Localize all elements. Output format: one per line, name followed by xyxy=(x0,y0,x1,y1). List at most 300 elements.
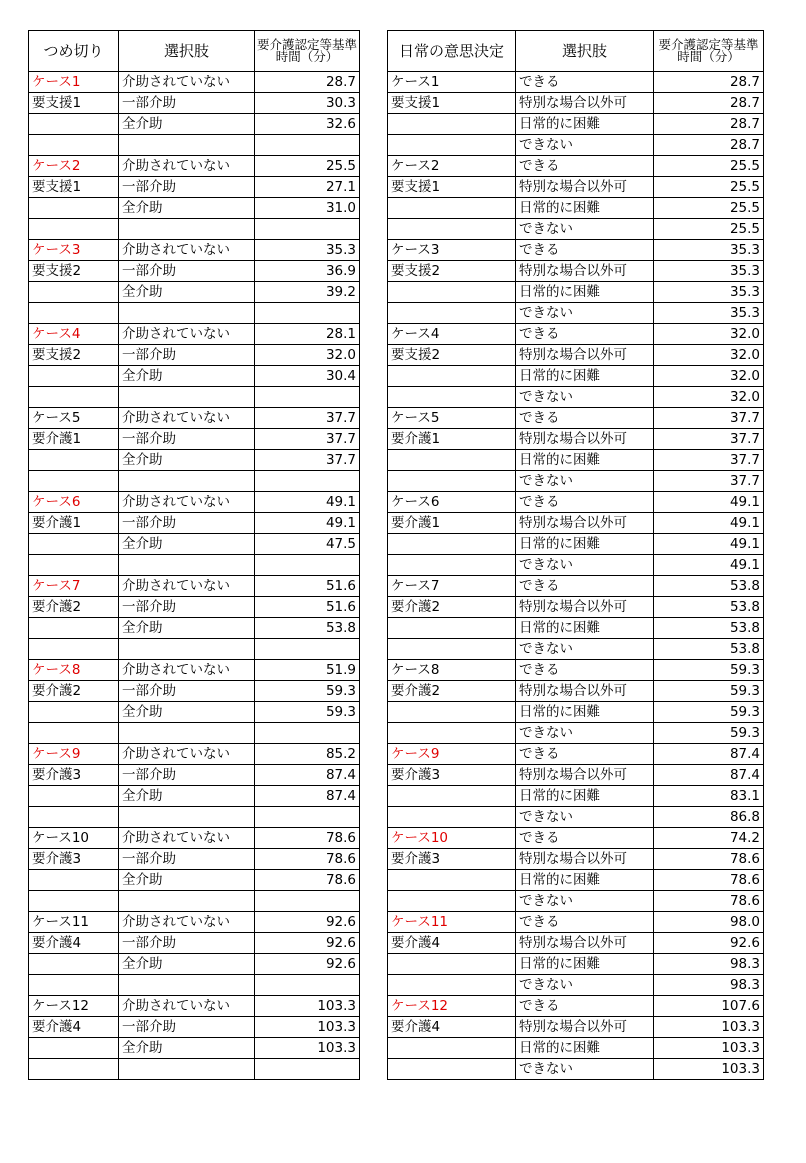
left-time-value: 103.3 xyxy=(255,1038,360,1059)
right-case-empty xyxy=(388,198,516,219)
gap-cell xyxy=(360,849,388,870)
right-case-name: ケース8 xyxy=(388,660,516,681)
gap-cell xyxy=(360,324,388,345)
gap-cell xyxy=(360,366,388,387)
right-case-empty xyxy=(388,282,516,303)
table-row xyxy=(29,849,764,870)
left-time-value: 92.6 xyxy=(255,912,360,933)
left-time-value: 32.0 xyxy=(255,345,360,366)
left-case-level: 要介護2 xyxy=(29,681,119,702)
left-case-name: ケース10 xyxy=(29,828,119,849)
left-time-value xyxy=(255,1059,360,1080)
right-time-value: 103.3 xyxy=(654,1017,764,1038)
table-row xyxy=(29,303,764,324)
left-time-value: 92.6 xyxy=(255,954,360,975)
left-option: 一部介助 xyxy=(119,597,255,618)
table-row xyxy=(29,765,764,786)
right-option: できない xyxy=(516,387,654,408)
right-time-value: 32.0 xyxy=(654,345,764,366)
left-option: 全介助 xyxy=(119,534,255,555)
table-row xyxy=(29,387,764,408)
gap-cell xyxy=(360,1038,388,1059)
gap-column xyxy=(360,31,388,72)
table-row xyxy=(29,660,764,681)
left-option: 一部介助 xyxy=(119,513,255,534)
right-case-empty xyxy=(388,471,516,492)
gap-cell xyxy=(360,345,388,366)
left-time-value: 37.7 xyxy=(255,450,360,471)
left-option: 介助されていない xyxy=(119,828,255,849)
left-time-value xyxy=(255,723,360,744)
left-option xyxy=(119,387,255,408)
right-option: できない xyxy=(516,807,654,828)
table-row xyxy=(29,891,764,912)
gap-cell xyxy=(360,975,388,996)
right-option: できない xyxy=(516,303,654,324)
table-row xyxy=(29,702,764,723)
left-option: 全介助 xyxy=(119,114,255,135)
left-time-value: 103.3 xyxy=(255,1017,360,1038)
left-option: 一部介助 xyxy=(119,93,255,114)
left-option: 介助されていない xyxy=(119,408,255,429)
left-time-value: 37.7 xyxy=(255,429,360,450)
right-case-empty xyxy=(388,135,516,156)
table-row xyxy=(29,723,764,744)
left-option: 介助されていない xyxy=(119,492,255,513)
right-time-value: 98.3 xyxy=(654,954,764,975)
right-time-value: 87.4 xyxy=(654,744,764,765)
left-time-value: 87.4 xyxy=(255,786,360,807)
gap-cell xyxy=(360,807,388,828)
right-case-empty xyxy=(388,534,516,555)
right-time-value: 59.3 xyxy=(654,660,764,681)
gap-cell xyxy=(360,114,388,135)
right-option: 日常的に困難 xyxy=(516,366,654,387)
right-time-value: 86.8 xyxy=(654,807,764,828)
right-time-value: 78.6 xyxy=(654,849,764,870)
right-option: 特別な場合以外可 xyxy=(516,933,654,954)
right-option: できる xyxy=(516,660,654,681)
right-time-value: 28.7 xyxy=(654,72,764,93)
left-case-empty xyxy=(29,807,119,828)
left-case-empty xyxy=(29,954,119,975)
gap-cell xyxy=(360,135,388,156)
right-time-value: 32.0 xyxy=(654,387,764,408)
table-row xyxy=(29,219,764,240)
left-case-name: ケース12 xyxy=(29,996,119,1017)
right-case-empty xyxy=(388,555,516,576)
right-case-level: 要支援1 xyxy=(388,93,516,114)
gap-cell xyxy=(360,723,388,744)
right-option: 日常的に困難 xyxy=(516,702,654,723)
right-case-name: ケース1 xyxy=(388,72,516,93)
right-case-name: ケース12 xyxy=(388,996,516,1017)
left-option: 全介助 xyxy=(119,366,255,387)
left-case-empty xyxy=(29,387,119,408)
table-row xyxy=(29,555,764,576)
right-option: できない xyxy=(516,975,654,996)
left-case-level: 要介護3 xyxy=(29,765,119,786)
table-row xyxy=(29,807,764,828)
gap-cell xyxy=(360,450,388,471)
left-case-empty xyxy=(29,219,119,240)
right-case-empty xyxy=(388,702,516,723)
right-option: できない xyxy=(516,1059,654,1080)
right-time-value: 103.3 xyxy=(654,1038,764,1059)
right-option: できない xyxy=(516,891,654,912)
gap-cell xyxy=(360,891,388,912)
right-option: 特別な場合以外可 xyxy=(516,513,654,534)
left-case-level: 要介護4 xyxy=(29,1017,119,1038)
gap-cell xyxy=(360,639,388,660)
left-case-empty xyxy=(29,723,119,744)
left-case-level: 要介護1 xyxy=(29,429,119,450)
table-row xyxy=(29,324,764,345)
right-case-empty xyxy=(388,954,516,975)
right-option: 特別な場合以外可 xyxy=(516,1017,654,1038)
right-case-empty xyxy=(388,387,516,408)
gap-cell xyxy=(360,156,388,177)
left-time-value: 39.2 xyxy=(255,282,360,303)
table-row xyxy=(29,408,764,429)
right-case-empty xyxy=(388,450,516,471)
right-option: 日常的に困難 xyxy=(516,870,654,891)
right-time-value: 25.5 xyxy=(654,219,764,240)
gap-cell xyxy=(360,1059,388,1080)
right-time-value: 35.3 xyxy=(654,261,764,282)
right-case-empty xyxy=(388,114,516,135)
left-case-name: ケース6 xyxy=(29,492,119,513)
right-option: できない xyxy=(516,471,654,492)
left-option: 一部介助 xyxy=(119,849,255,870)
left-case-level: 要支援1 xyxy=(29,177,119,198)
table-row xyxy=(29,744,764,765)
gap-cell xyxy=(360,555,388,576)
right-time-value: 98.0 xyxy=(654,912,764,933)
right-case-level: 要介護1 xyxy=(388,513,516,534)
left-option: 一部介助 xyxy=(119,933,255,954)
right-case-level: 要介護4 xyxy=(388,1017,516,1038)
right-option: 特別な場合以外可 xyxy=(516,93,654,114)
gap-cell xyxy=(360,303,388,324)
right-case-empty xyxy=(388,1038,516,1059)
gap-cell xyxy=(360,261,388,282)
right-case-name: ケース7 xyxy=(388,576,516,597)
left-option: 一部介助 xyxy=(119,681,255,702)
left-time-value xyxy=(255,639,360,660)
right-time-value: 59.3 xyxy=(654,702,764,723)
right-case-name: ケース2 xyxy=(388,156,516,177)
left-time-value: 78.6 xyxy=(255,849,360,870)
right-case-empty xyxy=(388,975,516,996)
header-nail-cutting: つめ切り xyxy=(29,31,119,72)
left-option xyxy=(119,219,255,240)
right-case-level: 要支援1 xyxy=(388,177,516,198)
left-time-value: 49.1 xyxy=(255,492,360,513)
left-time-value: 59.3 xyxy=(255,702,360,723)
table-row xyxy=(29,576,764,597)
left-option xyxy=(119,135,255,156)
right-time-value: 87.4 xyxy=(654,765,764,786)
left-case-name: ケース3 xyxy=(29,240,119,261)
gap-cell xyxy=(360,996,388,1017)
left-case-empty xyxy=(29,618,119,639)
left-time-value: 27.1 xyxy=(255,177,360,198)
table-row xyxy=(29,618,764,639)
right-time-value: 25.5 xyxy=(654,156,764,177)
header-row xyxy=(29,31,764,72)
right-option: できる xyxy=(516,156,654,177)
header-left-time: 要介護認定等基準時間（分） xyxy=(255,31,360,72)
left-option xyxy=(119,723,255,744)
right-time-value: 32.0 xyxy=(654,366,764,387)
right-option: 日常的に困難 xyxy=(516,954,654,975)
right-time-value: 49.1 xyxy=(654,534,764,555)
table-row xyxy=(29,828,764,849)
right-time-value: 83.1 xyxy=(654,786,764,807)
left-option xyxy=(119,1059,255,1080)
left-case-name: ケース11 xyxy=(29,912,119,933)
table-row xyxy=(29,975,764,996)
table-row xyxy=(29,135,764,156)
right-time-value: 49.1 xyxy=(654,555,764,576)
left-case-empty xyxy=(29,303,119,324)
right-option: できない xyxy=(516,219,654,240)
right-option: 日常的に困難 xyxy=(516,618,654,639)
table-row xyxy=(29,933,764,954)
left-time-value: 32.6 xyxy=(255,114,360,135)
right-case-empty xyxy=(388,807,516,828)
right-option: できる xyxy=(516,996,654,1017)
left-case-level: 要介護1 xyxy=(29,513,119,534)
left-option xyxy=(119,639,255,660)
left-case-empty xyxy=(29,891,119,912)
left-case-name: ケース2 xyxy=(29,156,119,177)
table-row xyxy=(29,1038,764,1059)
right-time-value: 37.7 xyxy=(654,471,764,492)
right-case-empty xyxy=(388,1059,516,1080)
left-time-value xyxy=(255,387,360,408)
left-time-value: 30.4 xyxy=(255,366,360,387)
table-row xyxy=(29,534,764,555)
right-option: 特別な場合以外可 xyxy=(516,177,654,198)
left-time-value: 28.1 xyxy=(255,324,360,345)
right-case-empty xyxy=(388,786,516,807)
right-case-name: ケース5 xyxy=(388,408,516,429)
table-row xyxy=(29,282,764,303)
right-time-value: 37.7 xyxy=(654,450,764,471)
right-option: できる xyxy=(516,408,654,429)
right-time-value: 78.6 xyxy=(654,870,764,891)
gap-cell xyxy=(360,240,388,261)
gap-cell xyxy=(360,765,388,786)
left-time-value: 35.3 xyxy=(255,240,360,261)
gap-cell xyxy=(360,912,388,933)
left-option: 介助されていない xyxy=(119,72,255,93)
left-option: 全介助 xyxy=(119,1038,255,1059)
left-case-level: 要支援2 xyxy=(29,345,119,366)
gap-cell xyxy=(360,471,388,492)
right-option: できる xyxy=(516,744,654,765)
right-time-value: 37.7 xyxy=(654,429,764,450)
right-option: できる xyxy=(516,912,654,933)
right-option: できる xyxy=(516,240,654,261)
right-case-name: ケース10 xyxy=(388,828,516,849)
left-case-name: ケース7 xyxy=(29,576,119,597)
right-option: 特別な場合以外可 xyxy=(516,261,654,282)
right-case-name: ケース11 xyxy=(388,912,516,933)
right-option: 日常的に困難 xyxy=(516,534,654,555)
table-row xyxy=(29,513,764,534)
right-time-value: 28.7 xyxy=(654,114,764,135)
right-case-empty xyxy=(388,219,516,240)
left-case-level: 要介護2 xyxy=(29,597,119,618)
right-case-name: ケース4 xyxy=(388,324,516,345)
gap-cell xyxy=(360,597,388,618)
right-option: 特別な場合以外可 xyxy=(516,765,654,786)
table-row xyxy=(29,261,764,282)
left-option: 一部介助 xyxy=(119,345,255,366)
right-time-value: 35.3 xyxy=(654,282,764,303)
right-option: 日常的に困難 xyxy=(516,786,654,807)
left-time-value: 37.7 xyxy=(255,408,360,429)
left-case-empty xyxy=(29,1059,119,1080)
table-row xyxy=(29,72,764,93)
left-time-value: 28.7 xyxy=(255,72,360,93)
table-row xyxy=(29,93,764,114)
left-case-empty xyxy=(29,282,119,303)
right-case-name: ケース6 xyxy=(388,492,516,513)
left-time-value xyxy=(255,891,360,912)
gap-cell xyxy=(360,954,388,975)
table-row xyxy=(29,492,764,513)
left-option: 全介助 xyxy=(119,702,255,723)
left-option: 全介助 xyxy=(119,618,255,639)
right-time-value: 53.8 xyxy=(654,597,764,618)
right-case-level: 要介護3 xyxy=(388,849,516,870)
left-option: 一部介助 xyxy=(119,1017,255,1038)
right-option: できない xyxy=(516,555,654,576)
right-time-value: 107.6 xyxy=(654,996,764,1017)
gap-cell xyxy=(360,177,388,198)
right-time-value: 92.6 xyxy=(654,933,764,954)
left-time-value xyxy=(255,471,360,492)
right-option: できる xyxy=(516,72,654,93)
gap-cell xyxy=(360,618,388,639)
right-time-value: 53.8 xyxy=(654,618,764,639)
right-case-level: 要介護1 xyxy=(388,429,516,450)
left-time-value: 51.6 xyxy=(255,597,360,618)
gap-cell xyxy=(360,72,388,93)
left-case-level: 要介護4 xyxy=(29,933,119,954)
left-option: 一部介助 xyxy=(119,765,255,786)
right-case-level: 要介護4 xyxy=(388,933,516,954)
table-row xyxy=(29,1017,764,1038)
left-case-empty xyxy=(29,450,119,471)
left-time-value: 103.3 xyxy=(255,996,360,1017)
table-row xyxy=(29,114,764,135)
gap-cell xyxy=(360,534,388,555)
left-case-empty xyxy=(29,1038,119,1059)
right-case-name: ケース9 xyxy=(388,744,516,765)
left-case-empty xyxy=(29,366,119,387)
right-time-value: 49.1 xyxy=(654,492,764,513)
gap-cell xyxy=(360,93,388,114)
right-case-empty xyxy=(388,618,516,639)
table-row xyxy=(29,450,764,471)
right-option: できない xyxy=(516,639,654,660)
left-case-empty xyxy=(29,114,119,135)
table-row xyxy=(29,198,764,219)
left-option: 一部介助 xyxy=(119,177,255,198)
left-time-value xyxy=(255,135,360,156)
gap-cell xyxy=(360,786,388,807)
right-time-value: 53.8 xyxy=(654,639,764,660)
right-option: できる xyxy=(516,324,654,345)
right-option: 特別な場合以外可 xyxy=(516,849,654,870)
gap-cell xyxy=(360,1017,388,1038)
left-time-value: 85.2 xyxy=(255,744,360,765)
left-option: 介助されていない xyxy=(119,324,255,345)
left-case-name: ケース9 xyxy=(29,744,119,765)
left-time-value: 78.6 xyxy=(255,828,360,849)
left-case-empty xyxy=(29,198,119,219)
table-row xyxy=(29,471,764,492)
right-time-value: 25.5 xyxy=(654,198,764,219)
left-option: 介助されていない xyxy=(119,576,255,597)
right-case-empty xyxy=(388,891,516,912)
right-time-value: 103.3 xyxy=(654,1059,764,1080)
header-daily-decision: 日常の意思決定 xyxy=(388,31,516,72)
right-case-level: 要介護3 xyxy=(388,765,516,786)
left-case-empty xyxy=(29,702,119,723)
right-option: できない xyxy=(516,135,654,156)
right-case-level: 要介護2 xyxy=(388,597,516,618)
gap-cell xyxy=(360,681,388,702)
gap-cell xyxy=(360,744,388,765)
header-left-options: 選択肢 xyxy=(119,31,255,72)
left-option xyxy=(119,891,255,912)
left-case-empty xyxy=(29,555,119,576)
table-row xyxy=(29,429,764,450)
left-option: 全介助 xyxy=(119,870,255,891)
right-time-value: 28.7 xyxy=(654,135,764,156)
table-row xyxy=(29,954,764,975)
right-option: できる xyxy=(516,576,654,597)
left-time-value: 31.0 xyxy=(255,198,360,219)
right-time-value: 35.3 xyxy=(654,303,764,324)
left-option xyxy=(119,303,255,324)
left-option xyxy=(119,975,255,996)
right-case-level: 要介護2 xyxy=(388,681,516,702)
right-option: 特別な場合以外可 xyxy=(516,345,654,366)
table-row xyxy=(29,240,764,261)
header-right-time: 要介護認定等基準時間（分） xyxy=(654,31,764,72)
left-option: 全介助 xyxy=(119,450,255,471)
gap-cell xyxy=(360,408,388,429)
left-option: 介助されていない xyxy=(119,660,255,681)
left-time-value: 87.4 xyxy=(255,765,360,786)
right-option: できる xyxy=(516,828,654,849)
gap-cell xyxy=(360,660,388,681)
left-time-value: 47.5 xyxy=(255,534,360,555)
right-time-value: 32.0 xyxy=(654,324,764,345)
right-option: 日常的に困難 xyxy=(516,198,654,219)
left-case-name: ケース5 xyxy=(29,408,119,429)
left-option: 介助されていない xyxy=(119,156,255,177)
left-case-name: ケース8 xyxy=(29,660,119,681)
right-case-empty xyxy=(388,723,516,744)
